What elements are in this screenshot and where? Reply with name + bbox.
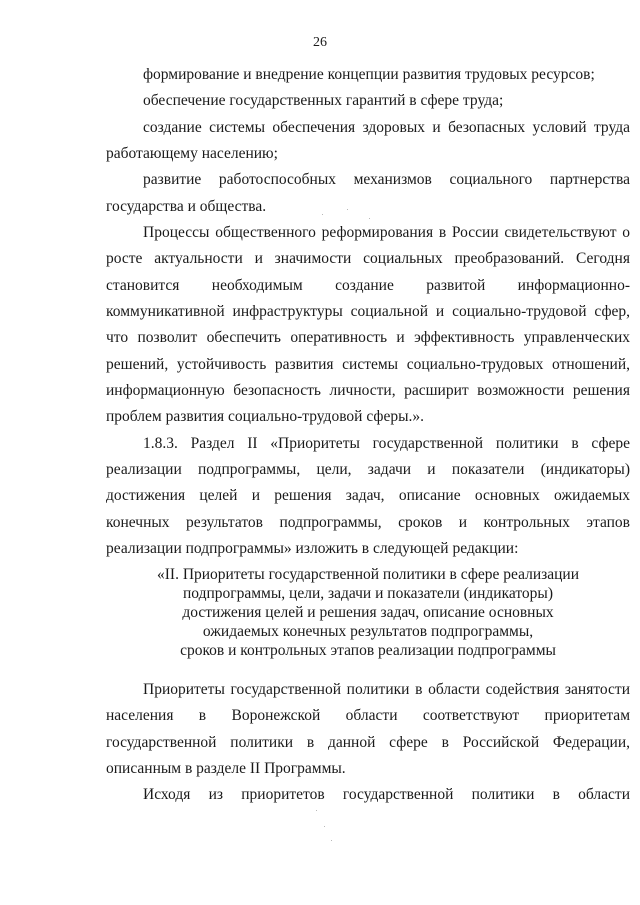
- page-number: 26: [313, 35, 327, 50]
- text-line: государственной политики в данной сфере в Российской Федерации,: [106, 734, 630, 751]
- text-line: формирование и внедрение концепции развития трудовых ресурсов;: [143, 66, 595, 83]
- text-line: информационную безопасность личности, расширит возможности решения: [106, 382, 630, 399]
- text-line: Приоритеты государственной политики в области содействия занятости: [143, 681, 630, 698]
- text-line: Процессы общественного реформирования в России свидетельствуют о: [143, 224, 630, 241]
- section-heading-line: подпрограммы, цели, задачи и показатели (индикаторы): [182, 585, 554, 602]
- text-line: населения в Воронежской области соответствуют приоритетам: [106, 707, 630, 724]
- text-line: решений, устойчивость развития системы социально-трудовых отношений,: [106, 356, 630, 373]
- text-line: Исходя из приоритетов государственной политики в области: [143, 786, 630, 803]
- scan-speck: [347, 209, 348, 210]
- text-line: реализации подпрограммы» изложить в следующей редакции:: [106, 540, 519, 557]
- text-line: обеспечение государственных гарантий в сфере труда;: [143, 92, 504, 109]
- scan-speck: [324, 826, 325, 827]
- text-line: описанным в разделе II Программы.: [106, 760, 346, 777]
- text-line: коммуникативной инфраструктуры социальной и социально-трудовой сфер,: [106, 303, 630, 320]
- text-line: становится необходимым создание развитой информационно-: [106, 277, 630, 294]
- text-line: 1.8.3. Раздел II «Приоритеты государственной политики в сфере: [143, 435, 630, 452]
- section-heading-line: ожидаемых конечных результатов подпрограммы,: [202, 623, 534, 640]
- section-heading-line: достижения целей и решения задач, описание основных: [182, 604, 554, 621]
- section-heading-line: «II. Приоритеты государственной политики в сфере реализации: [157, 566, 579, 583]
- scan-speck: [316, 810, 317, 811]
- text-line: росте актуальности и значимости социальных преобразований. Сегодня: [106, 250, 630, 267]
- text-line: развитие работоспособных механизмов социального партнерства: [143, 171, 630, 188]
- section-heading-line: сроков и контрольных этапов реализации подпрограммы: [180, 642, 556, 659]
- text-line: проблем развития социально-трудовой сферы.».: [106, 408, 424, 425]
- text-line: работающему населению;: [106, 145, 278, 162]
- scan-speck: [369, 218, 370, 219]
- text-line: что позволит обеспечить оперативность и эффективность управленческих: [106, 329, 630, 346]
- text-line: создание системы обеспечения здоровых и безопасных условий труда: [143, 119, 630, 136]
- text-line: достижения целей и решения задач, описание основных ожидаемых: [106, 487, 630, 504]
- text-line: реализации подпрограммы, цели, задачи и показатели (индикаторы): [106, 461, 630, 478]
- text-line: конечных результатов подпрограммы, сроков и контрольных этапов: [106, 514, 630, 531]
- scan-speck: [322, 214, 323, 215]
- scan-speck: [331, 840, 332, 841]
- text-line: государства и общества.: [106, 198, 267, 215]
